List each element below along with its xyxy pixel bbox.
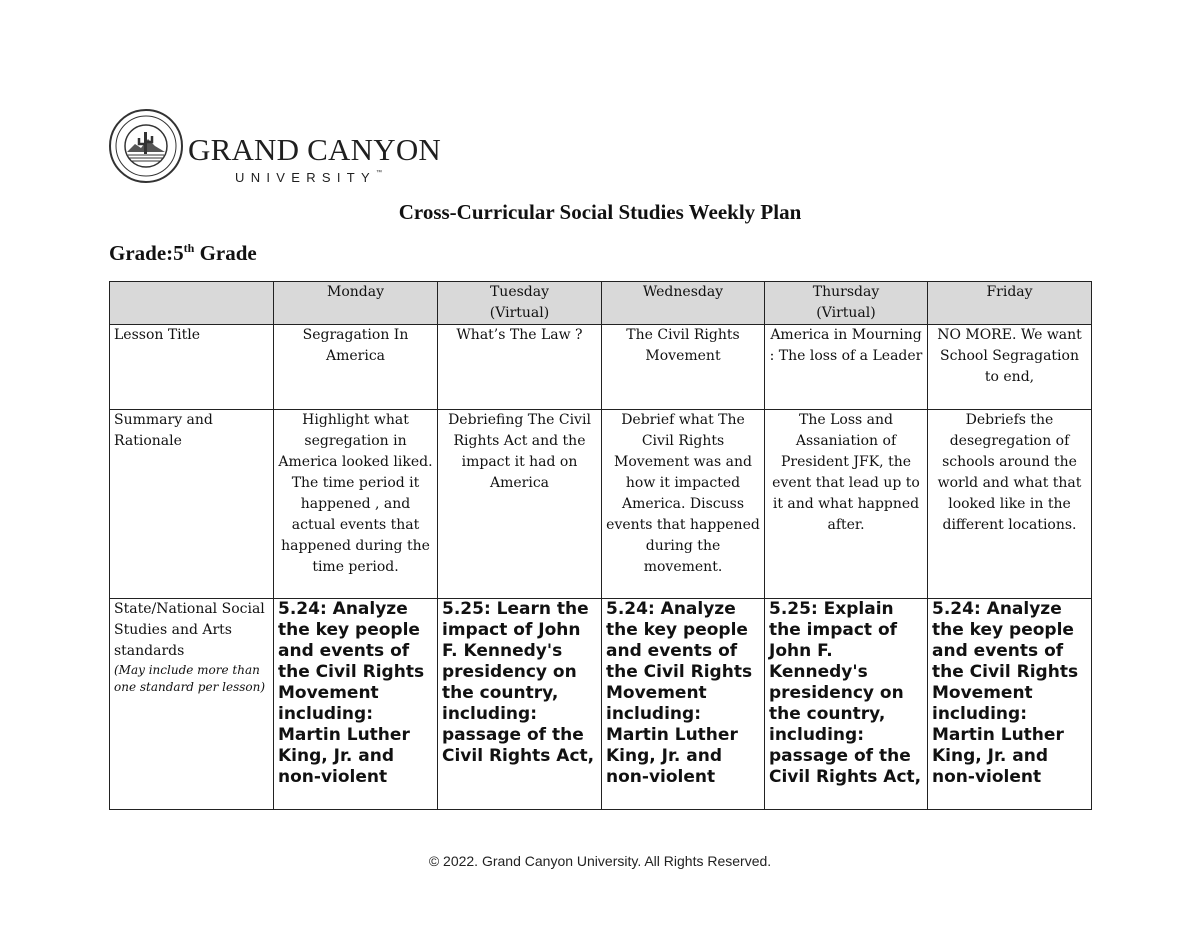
summary-row [110,410,1092,599]
row-label-lesson-title: Lesson Title [110,325,274,410]
university-logo [108,108,448,184]
summary-monday: Highlight what segregation in America looked liked. The time period it happened , and actual events that happened during the time period. [274,410,438,599]
table-header-row [110,282,1092,325]
grade-heading: Grade:5th Grade [109,241,257,265]
standards-monday: 5.24: Analyze the key people and events of the Civil Rights Movement including: Martin Luther King, Jr. and non-violent [274,599,438,810]
logo-subtitle: UNIVERSITY™ [235,170,383,185]
header-friday: Friday [928,282,1092,325]
lesson-title-friday: NO MORE. We want School Segragation to end, [928,325,1092,410]
standards-friday: 5.24: Analyze the key people and events of the Civil Rights Movement including: Martin Luther King, Jr. and non-violent [928,599,1092,810]
standards-thursday: 5.25: Explain the impact of John F. Kennedy's presidency on the country, including: passage of the Civil Rights Act, [765,599,928,810]
standards-note: (May include more than one standard per lesson) [114,663,266,694]
logo-wordmark: GRAND CANYON [188,132,441,167]
university-seal-icon [108,108,184,184]
summary-tuesday: Debriefing The Civil Rights Act and the impact it had on America [438,410,602,599]
header-thursday: Thursday (Virtual) [765,282,928,325]
summary-thursday: The Loss and Assaniation of President JFK, the event that lead up to it and what happned after. [765,410,928,599]
lesson-title-row [110,325,1092,410]
standards-wednesday: 5.24: Analyze the key people and events of the Civil Rights Movement including: Martin Luther King, Jr. and non-violent [602,599,765,810]
header-wednesday: Wednesday [602,282,765,325]
copyright-footer: © 2022. Grand Canyon University. All Rights Reserved. [428,853,772,869]
standards-tuesday: 5.25: Learn the impact of John F. Kennedy's presidency on the country, including: passage of the Civil Rights Act, [438,599,602,810]
summary-wednesday: Debrief what The Civil Rights Movement was and how it impacted America. Discuss events that happened during the movement. [602,410,765,599]
summary-friday: Debriefs the desegregation of schools around the world and what that looked like in the different locations. [928,410,1092,599]
standards-row [110,599,1092,810]
row-label-summary: Summary and Rationale [110,410,274,599]
header-corner-cell [110,282,274,325]
standards-label: State/National Social Studies and Arts standards [114,601,265,659]
lesson-title-wednesday: The Civil Rights Movement [602,325,765,410]
document-title: Cross-Curricular Social Studies Weekly Plan [398,200,802,224]
row-label-standards [110,599,274,810]
lesson-title-thursday: America in Mourning : The loss of a Leader [765,325,928,410]
lesson-title-tuesday: What’s The Law ? [438,325,602,410]
weekly-plan-table [109,281,1092,810]
header-tuesday: Tuesday (Virtual) [438,282,602,325]
header-monday: Monday [274,282,438,325]
lesson-title-monday: Segragation In America [274,325,438,410]
